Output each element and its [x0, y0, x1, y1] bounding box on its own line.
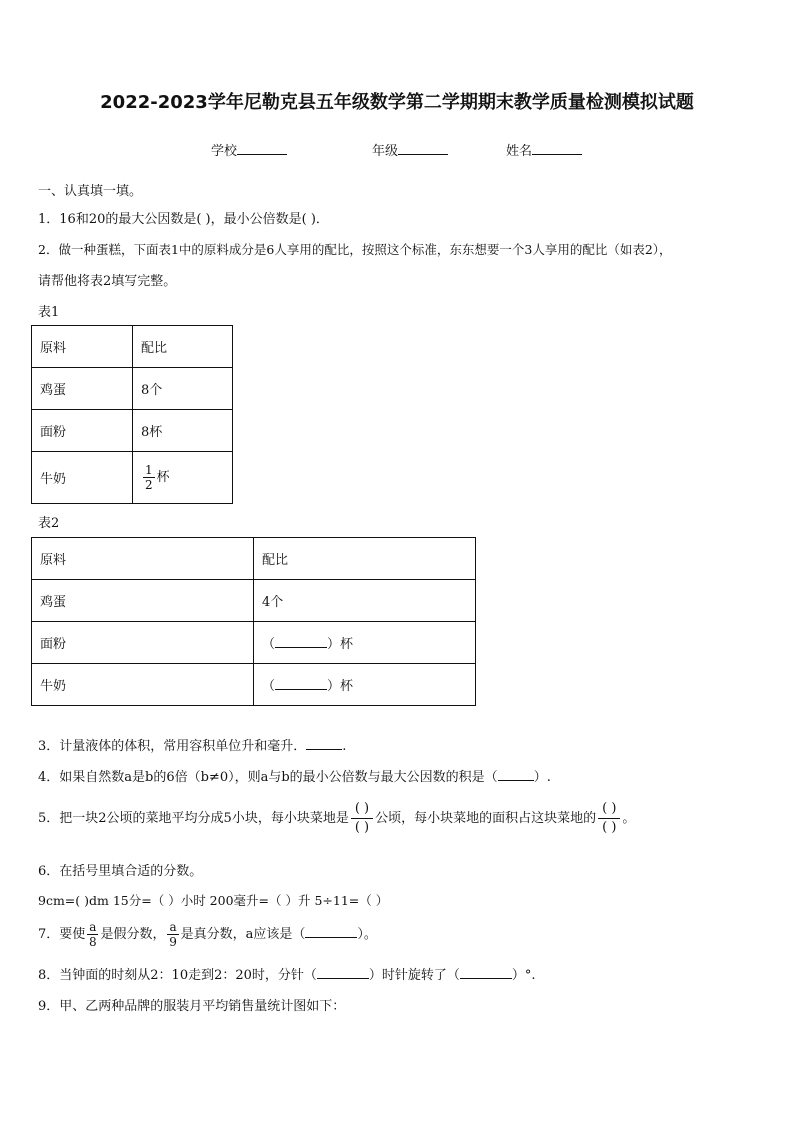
fraction-denominator-blank[interactable]: ( ): [354, 820, 370, 835]
question-8: [38, 964, 536, 983]
answer-blank[interactable]: [498, 780, 534, 781]
table-2-header-ratio: 配比: [254, 538, 476, 580]
table-2-header-ingredient: 原料: [32, 538, 254, 580]
fraction-blank[interactable]: [351, 800, 373, 837]
question-9: 9．甲、乙两种品牌的服装月平均销售量统计图如下：: [38, 999, 346, 1014]
section-heading: 一、认真填一填。: [38, 184, 143, 199]
table-2-cell-value: 4个: [254, 580, 476, 622]
fraction-numerator: 1: [145, 463, 153, 477]
table-1-header-ratio: 配比: [133, 326, 233, 368]
fraction: [87, 920, 98, 949]
question-4: [38, 766, 551, 785]
table-1-cell-value: 8杯: [133, 410, 233, 452]
table-1-caption: 表1: [38, 305, 60, 320]
table-1-cell-value: [133, 452, 233, 504]
answer-blank[interactable]: [305, 937, 357, 938]
question-3-text: 3．计量液体的体积，常用容积单位升和毫升．: [38, 739, 307, 754]
question-7-text-2: 是假分数，: [100, 927, 166, 942]
question-5-text-1: 5．把一块2公顷的菜地平均分成5小块，每小块菜地是: [38, 811, 349, 826]
grade-blank: [398, 142, 448, 155]
question-1: 1．16和20的最大公因数是( )，最小公倍数是( )．: [38, 212, 329, 227]
answer-blank[interactable]: [317, 978, 369, 979]
fraction: [167, 920, 178, 949]
table-1: [31, 325, 233, 504]
question-4-text: 4．如果自然数a是b的6倍（b≠0），则a与b的最小公倍数与最大公因数的积是（: [38, 770, 498, 785]
fraction: [143, 463, 155, 492]
table-1-cell-name: 牛奶: [32, 452, 133, 504]
table-2-cell-value[interactable]: [254, 664, 476, 706]
name-field: [506, 140, 582, 159]
table-2-caption: 表2: [38, 516, 60, 531]
table-1-cell-name: 面粉: [32, 410, 133, 452]
table-2-cell-name: 牛奶: [32, 664, 254, 706]
unit: 杯: [156, 470, 170, 485]
question-5-text-2: 公顷，每小块菜地的面积占这块菜地的: [375, 811, 597, 826]
question-8-text-1: 8．当钟面的时刻从2：10走到2：20时，分针（: [38, 968, 317, 983]
question-2-line-1: 2．做一种蛋糕，下面表1中的原料成分是6人享用的配比，按照这个标准，东东想要一个3人享用的配比（如表2），: [38, 242, 672, 257]
answer-blank[interactable]: [460, 978, 512, 979]
question-6: 6．在括号里填合适的分数。: [38, 864, 203, 879]
fraction-denominator-blank[interactable]: ( ): [602, 820, 617, 835]
name-blank: [532, 142, 582, 155]
question-8-text-2: ）时针旋转了（: [368, 968, 460, 983]
page-title: 2022-2023学年尼勒克县五年级数学第二学期期末教学质量检测模拟试题: [100, 92, 694, 113]
grade-label: 年级: [372, 144, 399, 159]
school-field: [211, 140, 287, 159]
fraction-numerator: a: [169, 920, 177, 934]
answer-blank[interactable]: [275, 647, 327, 648]
bracket-open: （: [262, 637, 276, 652]
school-label: 学校: [211, 144, 238, 159]
table-2: [31, 537, 476, 706]
fraction-denominator: 2: [145, 478, 153, 492]
question-7-end: ）。: [357, 927, 377, 942]
answer-blank[interactable]: [275, 689, 327, 690]
fraction-blank[interactable]: [598, 800, 620, 837]
question-5: [38, 800, 635, 837]
name-label: 姓名: [506, 144, 533, 159]
question-2-line-2: 请帮他将表2填写完整。: [38, 274, 177, 289]
school-blank: [237, 142, 287, 155]
bracket-open: （: [262, 679, 276, 694]
bracket-close: ）杯: [327, 637, 354, 652]
question-3: [38, 735, 346, 754]
table-2-cell-name: 鸡蛋: [32, 580, 254, 622]
table-2-cell-value[interactable]: [254, 622, 476, 664]
answer-blank[interactable]: [306, 749, 342, 750]
grade-field: [372, 140, 448, 159]
fraction-denominator: 9: [169, 935, 177, 949]
question-6-items: 9cm=( )dm 15分=（ ）小时 200毫升=（ ）升 5÷11=（ ）: [38, 893, 389, 908]
table-1-header-ingredient: 原料: [32, 326, 133, 368]
question-5-end: 。: [622, 811, 636, 826]
question-3-end: .: [342, 739, 347, 754]
table-1-cell-name: 鸡蛋: [32, 368, 133, 410]
bracket-close: ）杯: [327, 679, 354, 694]
fraction-numerator-blank[interactable]: ( ): [351, 800, 373, 819]
question-7: [38, 920, 377, 949]
fraction-denominator: 8: [89, 935, 97, 949]
fraction-numerator: a: [89, 920, 97, 934]
question-7-text-3: 是真分数，a应该是（: [180, 927, 306, 942]
fraction-numerator-blank[interactable]: ( ): [598, 800, 620, 819]
question-8-end: ）°.: [511, 968, 536, 983]
table-2-cell-name: 面粉: [32, 622, 254, 664]
table-1-cell-value: 8个: [133, 368, 233, 410]
question-4-end: ）.: [533, 770, 551, 785]
question-7-text-1: 7．要使: [38, 927, 86, 942]
